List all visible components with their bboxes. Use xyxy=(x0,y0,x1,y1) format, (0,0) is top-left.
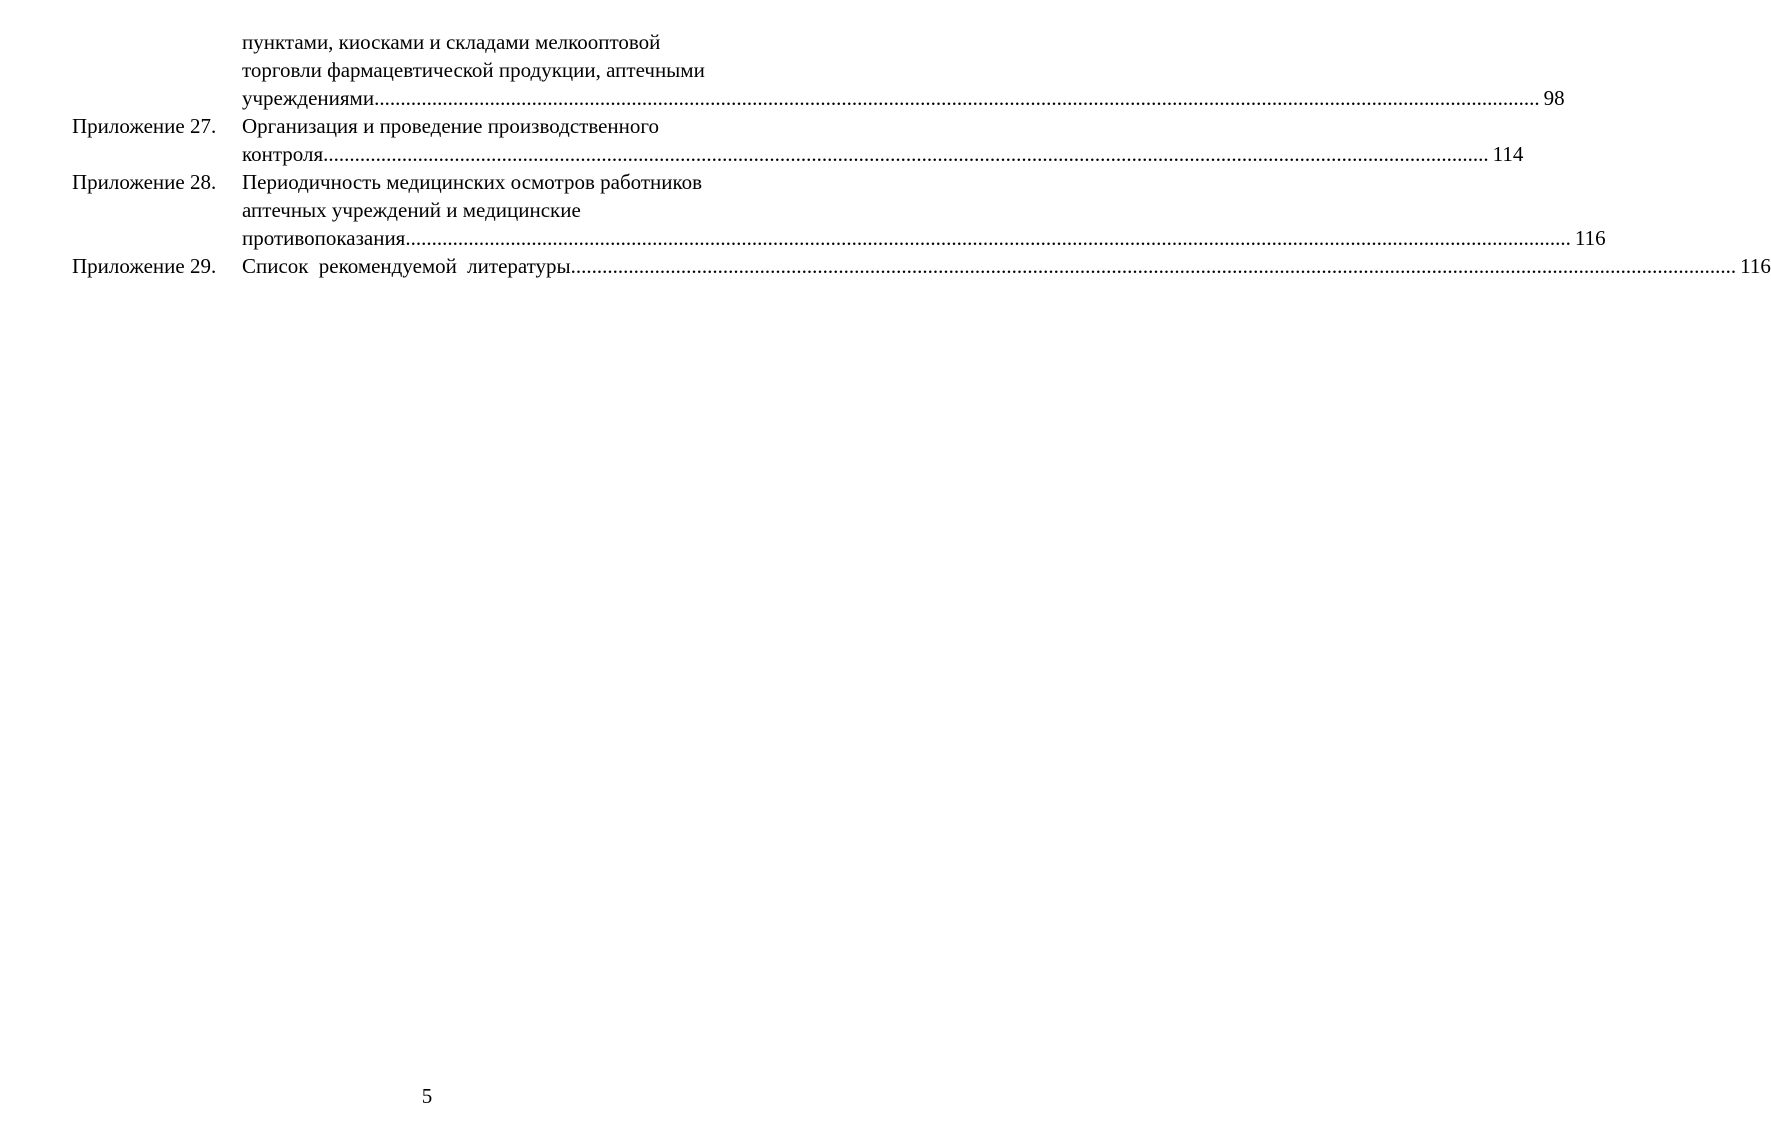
toc-entry-body xyxy=(242,252,1771,280)
toc-entry-line: контроля xyxy=(242,142,324,166)
toc-entry-line: Список рекомендуемой литературы xyxy=(242,254,571,278)
toc-entry-body xyxy=(242,28,1565,112)
toc-page-number: 114 xyxy=(1492,142,1524,166)
toc-leader-dots xyxy=(374,84,1540,112)
toc-entry-label: Приложение 28. xyxy=(72,170,217,194)
page-number: 5 xyxy=(421,1084,433,1108)
toc-entry-line: противопоказания xyxy=(242,226,406,250)
toc-leader-dots xyxy=(405,224,1571,252)
toc-entry-line: учреждениями xyxy=(242,86,375,110)
toc-entry-last-line xyxy=(242,140,1523,168)
toc-leader-dots xyxy=(323,140,1489,168)
toc-entry-appendix-27 xyxy=(72,112,1524,168)
toc-entry-line: пунктами, киосками и складами мелкооптовой xyxy=(242,30,661,54)
toc-entry-last-line xyxy=(242,84,1565,112)
toc-entry-last-line xyxy=(242,224,1606,252)
toc-entry-appendix-28 xyxy=(72,168,1606,252)
toc-entry-appendix-29 xyxy=(72,252,1771,280)
toc-entry-line: Организация и проведение производственного xyxy=(242,114,659,138)
toc-entry-label: Приложение 27. xyxy=(72,114,217,138)
toc-page-number: 116 xyxy=(1574,226,1606,250)
toc-entry-body xyxy=(242,168,1606,252)
toc-entry-last-line xyxy=(242,252,1771,280)
toc-page-number: 116 xyxy=(1740,254,1771,278)
toc-entry-body xyxy=(242,112,1523,168)
toc-leader-dots xyxy=(571,252,1737,280)
toc-page-number: 98 xyxy=(1543,86,1565,110)
toc-entry-continuation xyxy=(72,28,1565,112)
table-of-contents xyxy=(72,28,1771,280)
toc-entry-line: Периодичность медицинских осмотров работников xyxy=(242,170,703,194)
toc-entry-label: Приложение 29. xyxy=(72,254,217,278)
toc-entry-line: торговли фармацевтической продукции, аптечными xyxy=(242,58,705,82)
toc-entry-line: аптечных учреждений и медицинские xyxy=(242,198,581,222)
